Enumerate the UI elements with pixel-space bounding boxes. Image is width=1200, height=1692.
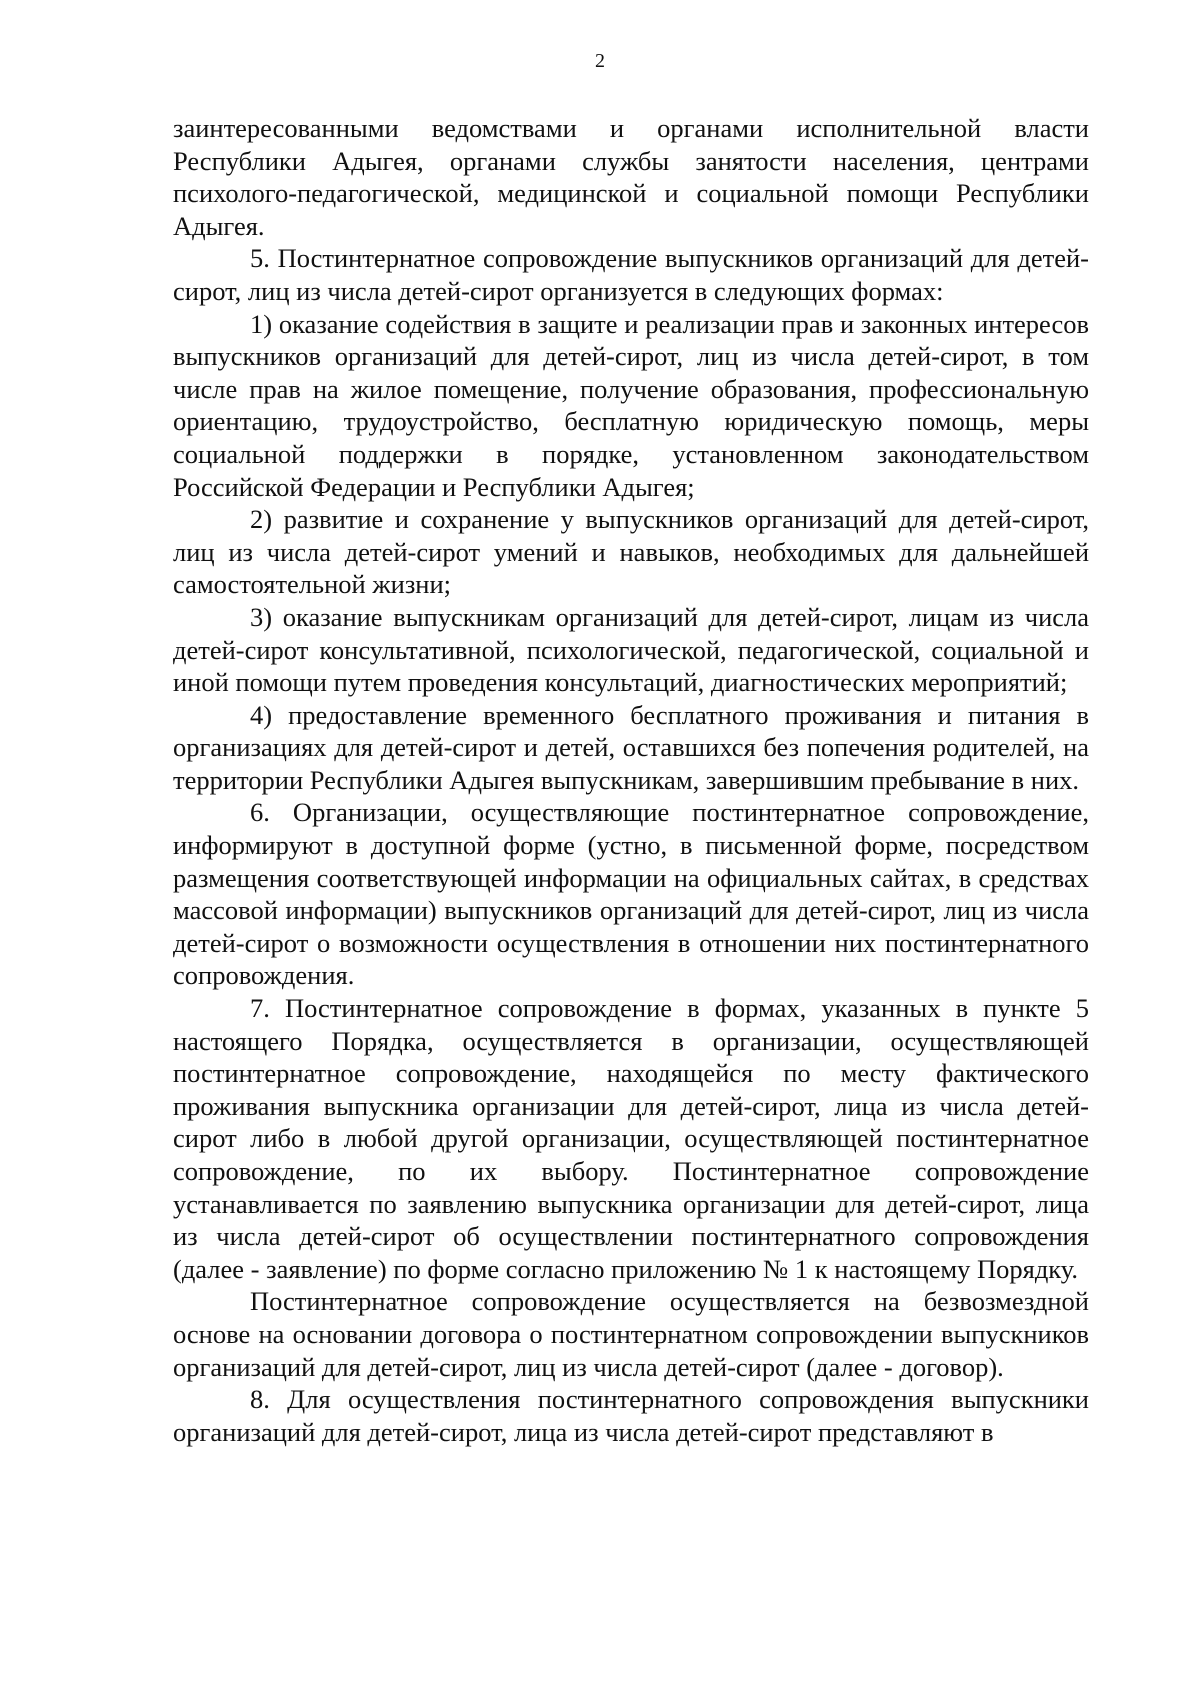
paragraph-continuation: заинтересованными ведомствами и органами исполнительной власти Республики Адыгея, органами службы занятости населения, центрами психолого-педагогической, медицинской и социальной помощи Республики Адыгея. (173, 113, 1089, 241)
paragraph-item-7: 7. Постинтернатное сопровождение в формах, указанных в пункте 5 настоящего Порядка, осуществляется в организации, осуществляющей постинтернатное сопровождение, находящейся по месту фактического проживания выпускника организации для детей-сирот, лица из числа детей-сирот либо в любой другой организации, осуществляющей постинтернатное сопровождение, по их выбору. Постинтернатное сопровождение устанавливается по заявлению выпускника организации для детей-сирот, лица из числа детей-сирот об осуществлении постинтернатного сопровождения (далее - заявление) по форме согласно приложению № 1 к настоящему Порядку. (173, 993, 1089, 1284)
paragraph-item-7-continued: Постинтернатное сопровождение осуществляется на безвозмездной основе на основании договора о постинтернатном сопровождении выпускников организаций для детей-сирот, лиц из числа детей-сирот (далее - договор). (173, 1286, 1089, 1382)
paragraph-subitem-1: 1) оказание содействия в защите и реализации прав и законных интересов выпускников организаций для детей-сирот, лиц из числа детей-сирот, в том числе прав на жилое помещение, получение образования, профессиональную ориентацию, трудоустройство, бесплатную юридическую помощь, меры социальной поддержки в порядке, установленном законодательством Российской Федерации и Республики Адыгея; (173, 308, 1089, 502)
paragraph-subitem-3: 3) оказание выпускникам организаций для детей-сирот, лицам из числа детей-сирот консультативной, психологической, педагогической, социальной и иной помощи путем проведения консультаций, диагностических мероприятий; (173, 601, 1089, 698)
page-number: 2 (595, 50, 605, 72)
paragraph-item-6: 6. Организации, осуществляющие постинтернатное сопровождение, информируют в доступной форме (устно, в письменной форме, посредством размещения соответствующей информации на официальных сайтах, в средствах массовой информации) выпускников организаций для детей-сирот, лиц из числа детей-сирот о возможности осуществления в отношении них постинтернатного сопровождения. (173, 797, 1089, 991)
paragraph-item-5: 5. Постинтернатное сопровождение выпускников организаций для детей-сирот, лиц из числа детей-сирот организуется в следующих формах: (173, 243, 1089, 306)
paragraph-subitem-4: 4) предоставление временного бесплатного проживания и питания в организациях для детей-сирот и детей, оставшихся без попечения родителей, на территории Республики Адыгея выпускникам, завершившим пребывание в них. (173, 699, 1089, 795)
document-body (173, 112, 1089, 1448)
paragraph-item-8: 8. Для осуществления постинтернатного сопровождения выпускники организаций для детей-сирот, лица из числа детей-сирот представляют в (173, 1384, 1089, 1447)
paragraph-subitem-2: 2) развитие и сохранение у выпускников организаций для детей-сирот, лиц из числа детей-сирот умений и навыков, необходимых для дальнейшей самостоятельной жизни; (173, 504, 1089, 600)
